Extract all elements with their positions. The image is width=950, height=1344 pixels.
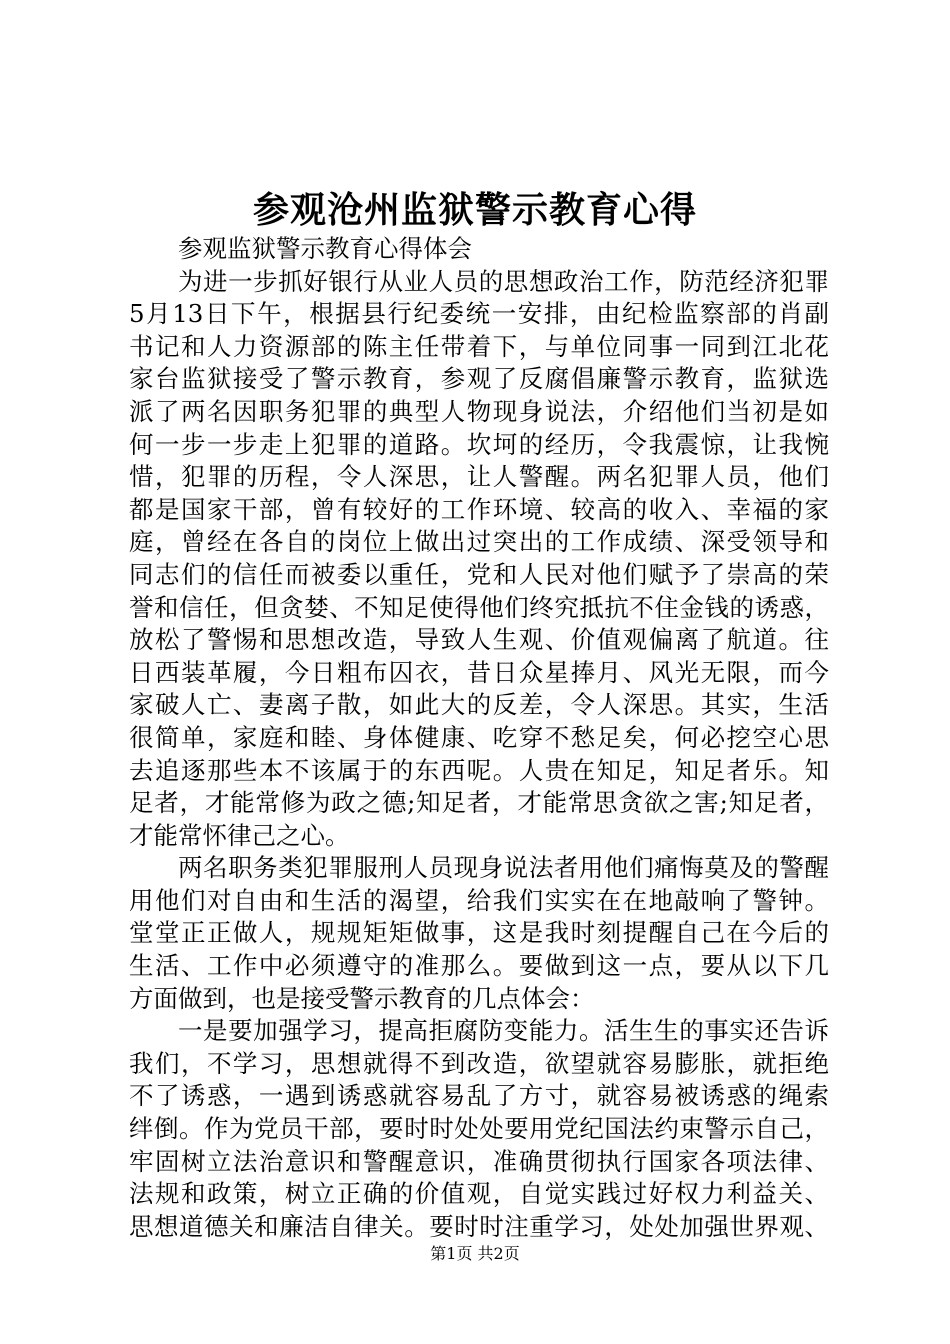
text-line: 用他们对自由和生活的渴望，给我们实实在在地敲响了警钟。 [129, 885, 829, 915]
text-line: 一是要加强学习，提高拒腐防变能力。活生生的事实还告诉 [178, 1016, 829, 1046]
text-line: 书记和人力资源部的陈主任带着下，与单位同事一同到江北花 [129, 331, 829, 361]
text-line: 绊倒。作为党员干部，要时时处处要用党纪国法约束警示自己， [129, 1114, 829, 1144]
text-line: 惜，犯罪的历程，令人深思，让人警醒。两名犯罪人员，他们 [129, 462, 829, 492]
text-line: 为进一步抓好银行从业人员的思想政治工作，防范经济犯罪 [178, 266, 829, 296]
text-line: 我们，不学习，思想就得不到改造，欲望就容易膨胀，就拒绝 [129, 1048, 829, 1078]
text-line: 两名职务类犯罪服刑人员现身说法者用他们痛悔莫及的警醒 [178, 853, 829, 883]
text-line: 家台监狱接受了警示教育，参观了反腐倡廉警示教育，监狱选 [129, 364, 829, 394]
text-line: 5月13日下午，根据县行纪委统一安排，由纪检监察部的肖副 [129, 299, 829, 329]
document-body [129, 233, 829, 1243]
text-line: 才能常怀律己之心。 [129, 820, 350, 850]
text-line: 放松了警惕和思想改造，导致人生观、价值观偏离了航道。往 [129, 625, 829, 655]
text-line: 思想道德关和廉洁自律关。要时时注重学习，处处加强世界观、 [129, 1211, 829, 1241]
text-line: 生活、工作中必须遵守的准那么。要做到这一点，要从以下几 [129, 951, 829, 981]
text-line: 牢固树立法治意识和警醒意识，准确贯彻执行国家各项法律、 [129, 1146, 829, 1176]
text-line: 都是国家干部，曾有较好的工作环境、较高的收入、幸福的家 [129, 494, 829, 524]
text-line: 去追逐那些本不该属于的东西呢。人贵在知足，知足者乐。知 [129, 755, 829, 785]
text-line: 方面做到，也是接受警示教育的几点体会： [129, 983, 595, 1013]
text-line: 派了两名因职务犯罪的典型人物现身说法，介绍他们当初是如 [129, 396, 829, 426]
document-title: 参观沧州监狱警示教育心得 [252, 189, 697, 231]
page-footer: 第1页 共2页 [430, 1244, 520, 1263]
text-line: 同志们的信任而被委以重任，党和人民对他们赋予了崇高的荣 [129, 559, 829, 589]
text-line: 誉和信任，但贪婪、不知足使得他们终究抵抗不住金钱的诱惑， [129, 592, 829, 622]
text-line: 日西装革履，今日粗布囚衣，昔日众星捧月、风光无限，而今 [129, 657, 829, 687]
text-line: 参观监狱警示教育心得体会 [178, 234, 472, 263]
text-line: 庭，曾经在各自的岗位上做出过突出的工作成绩、深受领导和 [129, 527, 829, 557]
text-line: 很简单，家庭和睦、身体健康、吃穿不愁足矣，何必挖空心思 [129, 722, 829, 752]
text-line: 不了诱惑，一遇到诱惑就容易乱了方寸，就容易被诱惑的绳索 [129, 1081, 829, 1111]
text-line: 法规和政策，树立正确的价值观，自觉实践过好权力利益关、 [129, 1179, 829, 1209]
text-line: 何一步一步走上犯罪的道路。坎坷的经历，令我震惊，让我惋 [129, 429, 829, 459]
text-line: 堂堂正正做人，规规矩矩做事，这是我时刻提醒自己在今后的 [129, 918, 829, 948]
text-line: 足者，才能常修为政之德;知足者，才能常思贪欲之害;知足者， [129, 788, 829, 818]
text-line: 家破人亡、妻离子散，如此大的反差，令人深思。其实，生活 [129, 690, 829, 720]
